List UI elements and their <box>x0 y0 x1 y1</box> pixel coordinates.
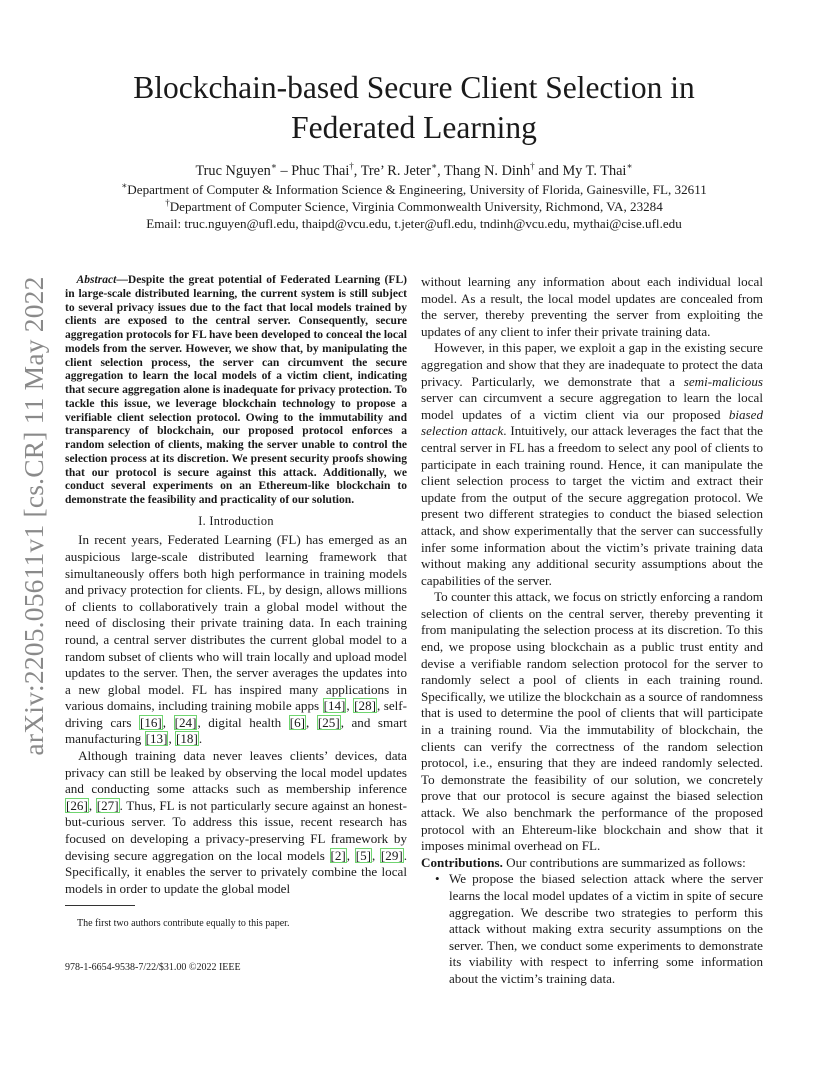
emphasis-text: semi-malicious <box>683 373 763 389</box>
author-separator: , <box>353 163 361 179</box>
emphasis-text: biased selection attack <box>421 406 763 439</box>
footnote-divider <box>65 905 135 906</box>
title-line-1: Blockchain-based Secure Client Selection in <box>133 70 695 105</box>
author-5: My T. Thai <box>562 163 627 179</box>
citation-link[interactable]: [14] <box>323 698 346 714</box>
abstract-lead: Abstract <box>76 274 117 286</box>
affiliation-mark: ∗ <box>121 180 128 191</box>
paragraph-text: . Specifically, it enables the server to privately combine the local models in order to update the global model <box>65 847 408 896</box>
paragraph-text: , and smart manufacturing <box>65 714 408 747</box>
paragraph-text: , <box>371 847 380 863</box>
copyright-notice: 978-1-6654-9538-7/22/$31.00 ©2022 IEEE <box>65 962 241 973</box>
author-list <box>60 162 768 180</box>
contributions-intro <box>421 855 763 872</box>
affiliation-uf <box>40 181 788 198</box>
paragraph-text: , self-driving cars <box>65 698 407 730</box>
author-5-mark: ∗ <box>626 161 633 172</box>
paragraph-text: . Intuitively, our attack leverages the fact that the central server in FL has a freedom to select any pool of clients to participate in each training round. Hence, it can manipulate the client selection process to target the victim and extract their update from the output of the secure aggregation protocol. We present two different strategies to conduct the biased selection attack, and show experimentally that the server can successfully infer some information about the victim’s private training data without making any additional security assumptions about the capabilities of the server. <box>421 423 763 588</box>
paragraph-text: . <box>198 731 203 747</box>
affiliation-vcu-text: Department of Computer Science, Virginia Commonwealth University, Richmond, VA, 23284 <box>169 199 663 214</box>
author-4-mark: † <box>530 161 535 172</box>
citation-link[interactable]: [26] <box>66 797 88 813</box>
affiliation-mark: † <box>165 197 170 208</box>
paragraph-text: , <box>88 797 96 813</box>
contribution-item: • We propose the biased selection attack where the server learns the local model updates of a victim in spite of secure aggregation. We describe two strategies to perform this attack without making extra security assumptions on the server. Then, we conduct some experiments to demonstrate its viability with respect to inferring some information about the victim’s training data. <box>421 871 763 987</box>
contributions-list <box>421 871 763 987</box>
paragraph-text: In recent years, Federated Learning (FL) has emerged as an auspicious large-scale distributed learning framework that simultaneously offers both high performance in training models and privacy protection for clients. FL, by design, allows millions of clients to collaboratively train a global model without the need of disclosing their private training data. In each training round, a central server distributes the current global model to a random subset of clients who will train locally and upload model updates to the server. Then, the server averages the updates into a new global model. FL has inspired many applications in various domains, including training mobile apps <box>65 532 407 714</box>
author-1: Truc Nguyen <box>195 163 271 179</box>
citation-link[interactable]: [2] <box>330 847 346 863</box>
abstract <box>65 274 407 508</box>
paper-title <box>60 68 768 148</box>
paragraph-text: , <box>306 714 317 730</box>
author-emails: Email: truc.nguyen@ufl.edu, thaipd@vcu.edu, t.jeter@ufl.edu, tndinh@vcu.edu, mythai@cise.ufl.edu <box>146 216 682 231</box>
citation-link[interactable]: [16] <box>139 714 162 730</box>
citation-link[interactable]: [27] <box>96 797 119 813</box>
citation-link[interactable]: [29] <box>380 847 403 863</box>
author-3: Tre’ R. Jeter <box>360 163 431 179</box>
footnote: The first two authors contribute equally to this paper. <box>77 918 290 929</box>
right-column <box>421 274 763 988</box>
affiliation-uf-text: Department of Computer & Information Science & Engineering, University of Florida, Gainesville, FL, 32611 <box>127 182 707 197</box>
paragraph-text: , <box>346 847 355 863</box>
paragraph-text: , <box>168 731 175 747</box>
paragraph-text: However, in this paper, we exploit a gap in the existing secure aggregation and show that they are inadequate to protect the data privacy. Particularly, we demonstrate that a <box>421 340 763 389</box>
left-column <box>65 274 407 897</box>
citation-link[interactable]: [6] <box>289 714 306 730</box>
paragraph-text: , digital health <box>197 714 289 730</box>
contributions-label: Contributions. <box>421 854 503 870</box>
citation-link[interactable]: [28] <box>354 698 376 714</box>
intro-paragraph-5: To counter this attack, we focus on strictly enforcing a random selection of clients on the central server, thereby preventing it from manipulating the selection process at its discretion. To this end, we propose using blockchain as a public trust entity and devise a verifiable random selection protocol for the server to randomly select a pool of clients in each training round. Specifically, we utilize the blockchain as a source of randomness that is used to determine the pool of clients that will participate in a training round. Via the immutability of blockchain, the clients can verify the correctness of the random selection protocol, i.e., ensuring that they are indeed randomly selected. To demonstrate the feasibility of our solution, we concretely prove that our protocol is secure against the biased selection attack. We also benchmark the performance of the proposed protocol with an Ehtereum-like blockchain and show that it imposes minimal overhead on FL. <box>421 589 763 854</box>
paragraph-text: . Thus, FL is not particularly secure against an honest-but-curious server. To address this issue, recent research has focused on developing a privacy-preserving FL framework by devising secure aggregation on the local models <box>65 797 408 863</box>
abstract-body: —Despite the great potential of Federated Learning (FL) in large-scale distributed learning, the current system is still subject to several privacy issues due to the fact that local models trained by clients are exposed to the central server. Consequently, secure aggregation protocols for FL have been developed to conceal the local models from the server. However, we show that, by manipulating the client selection process, the server can circumvent the secure aggregation to learn the local models of a victim client, indicating that secure aggregation alone is inadequate for privacy protection. To tackle this issue, we leverage blockchain technology to propose a verifiable client selection protocol. Owing to the immutability and transparency of blockchain, our proposed protocol enforces a random selection of clients, making the server unable to control the selection process at its discretion. We present security proofs showing that our protocol is secure against this attack. Additionally, we conduct several experiments on an Ethereum-like blockchain to demonstrate the feasibility and practicality of our solution. <box>65 274 407 506</box>
intro-paragraph-3: without learning any information about each individual local model. As a result, the local model updates are concealed from the server, thereby preventing the server from exploiting the updates of any client to infer their private training data. <box>421 274 763 339</box>
citation-link[interactable]: [5] <box>355 847 371 863</box>
paragraph-text: server can circumvent a secure aggregation to learn the local model updates of a victim client via our proposed <box>421 390 763 422</box>
section-heading-introduction: I. Introduction <box>198 513 274 528</box>
paragraph-text: , <box>346 698 354 714</box>
title-line-2: Federated Learning <box>291 110 537 145</box>
paragraph-text: , <box>162 714 174 730</box>
arxiv-identifier-stamp <box>16 273 52 760</box>
intro-paragraph-4 <box>421 340 763 589</box>
author-2-mark: † <box>349 161 354 172</box>
paragraph-text: Our contributions are summarized as follows: <box>502 854 746 870</box>
citation-link[interactable]: [18] <box>176 731 198 747</box>
arxiv-identifier-text: arXiv:2205.05611v1 [cs.CR] 11 May 2022 <box>18 276 49 756</box>
author-4: Thang N. Dinh <box>444 163 531 179</box>
paragraph-text: Although training data never leaves clients’ devices, data privacy can still be leaked by observing the local model updates and conducting some attacks such as membership inference <box>65 748 407 797</box>
author-1-mark: ∗ <box>270 161 277 172</box>
author-separator: – <box>276 163 292 179</box>
citation-link[interactable]: [13] <box>145 731 168 747</box>
affiliation-vcu <box>40 198 788 215</box>
author-separator: , <box>437 163 444 179</box>
author-3-mark: ∗ <box>430 161 438 172</box>
author-separator: and <box>534 163 563 179</box>
author-2: Phuc Thai <box>291 163 350 179</box>
citation-link[interactable]: [25] <box>317 714 340 730</box>
citation-link[interactable]: [24] <box>174 714 197 730</box>
intro-paragraph-2 <box>65 748 407 897</box>
intro-paragraph-1 <box>65 532 407 748</box>
